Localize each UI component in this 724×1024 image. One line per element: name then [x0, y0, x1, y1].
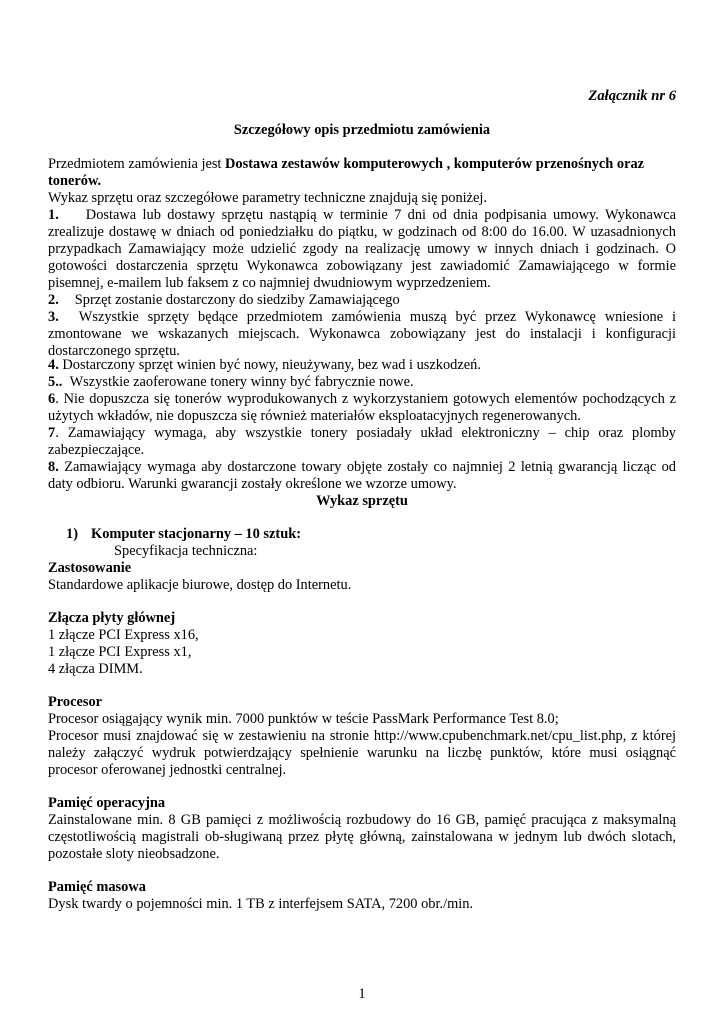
item-4-text: Dostarczony sprzęt winien być nowy, nieużywany, bez wad i uszkodzeń. — [62, 357, 481, 373]
item-6 — [48, 391, 676, 425]
item-5 — [48, 374, 676, 391]
document-title: Szczegółowy opis przedmiotu zamówienia — [233, 122, 491, 138]
masowa-heading: Pamięć masowa — [48, 879, 146, 895]
equipment-heading: Wykaz sprzętu — [316, 493, 408, 509]
procesor-heading: Procesor — [48, 694, 103, 710]
spec-label: Specyfikacja techniczna: — [114, 543, 258, 559]
item-4-number: 4. — [48, 357, 59, 373]
page-number: 1 — [358, 986, 366, 1002]
item-1-text: Dostawa lub dostawy sprzętu nastąpią w terminie 7 dni od dnia podpisania umowy. Wykonawca zrealizuje dostawę w dniach od poniedziałku do piątku, w godzinach od 8:00 do 16.00. W uzasadnionych przypadkach Zamawiający może udzielić zgody na realizację umowy w innych dniach i godzinach. O gotowości dostarczenia sprzętu Wykonawca zobowiązany jest zawiadomić Zamawiającego w formie pisemnej, e-mailem lub faksem z co najmniej dwudniowym wyprzedzeniem. — [48, 207, 676, 291]
item-2 — [48, 292, 676, 309]
item-4 — [48, 357, 676, 374]
attachment-label: Załącznik nr 6 — [588, 88, 676, 104]
item-5-text: Wszystkie zaoferowane tonery winny być fabrycznie nowe. — [69, 374, 414, 390]
item-3 — [48, 309, 676, 360]
item-1-number: 1. — [48, 207, 59, 223]
masowa-text: Dysk twardy o pojemności min. 1 TB z interfejsem SATA, 7200 obr./min. — [48, 896, 474, 912]
zastosowanie-heading: Zastosowanie — [48, 560, 132, 576]
intro-paragraph — [48, 156, 676, 190]
intro-prefix: Przedmiotem zamówienia jest — [48, 156, 226, 172]
zlacza-line-2: 1 złącze PCI Express x1, — [48, 644, 192, 660]
zlacza-line-3: 4 złącza DIMM. — [48, 661, 143, 677]
item-5-number: 5.. — [48, 374, 63, 390]
procesor-text: Procesor musi znajdować się w zestawieniu na stronie http://www.cpubenchmark.net/cpu_list.php, z której należy załączyć wydruk potwierdzający spełnienie warunku na liczbę punktów, które musi osiągnąć procesor oferowanej jednostki centralnej. — [48, 728, 676, 778]
intro-line2: Wykaz sprzętu oraz szczegółowe parametry techniczne znajdują się poniżej. — [48, 190, 488, 206]
zlacza-heading: Złącza płyty głównej — [48, 610, 176, 626]
item-6-text: . Nie dopuszcza się tonerów wyprodukowanych z wykorzystaniem gotowych elementów pochodzących z użytych wkładów, nie dopuszcza się również materiałów eksploatacyjnych regenerowanych. — [48, 391, 676, 424]
item-3-number: 3. — [48, 309, 59, 325]
intro-subject: Dostawa zestawów komputerowych , komputerów przenośnych oraz tonerów. — [48, 156, 645, 189]
item-3-text: Wszystkie sprzęty będące przedmiotem zamówienia muszą być przez Wykonawcę wniesione i zmontowane we wskazanych miejscach. Wykonawca zobowiązany jest do instalacji i konfiguracji dostarczonego sprzętu. — [48, 309, 676, 359]
zlacza-line-1: 1 złącze PCI Express x16, — [48, 627, 199, 643]
pamiec-text: Zainstalowane min. 8 GB pamięci z możliwością rozbudowy do 16 GB, pamięć pracująca z maksymalną częstotliwością magistrali ob-sługiwaną przez płytę główną, zainstalowana w jednym lub dwóch slotach, pozostałe sloty nieobsadzone. — [48, 812, 676, 862]
item-8-number: 8. — [48, 459, 59, 475]
item-1 — [48, 207, 676, 292]
item-7-text: . Zamawiający wymaga, aby wszystkie tonery posiadały układ elektroniczny – chip oraz plomby zabezpieczające. — [48, 425, 676, 458]
item-8 — [48, 459, 676, 493]
equipment-item-1-title: Komputer stacjonarny – 10 sztuk: — [91, 526, 301, 542]
pamiec-heading: Pamięć operacyjna — [48, 795, 166, 811]
item-7 — [48, 425, 676, 459]
item-2-text: Sprzęt zostanie dostarczony do siedziby Zamawiającego — [74, 292, 400, 308]
equipment-item-1 — [66, 526, 301, 543]
item-6-number: 6 — [48, 391, 56, 407]
item-7-number: 7 — [48, 425, 56, 441]
item-8-text: Zamawiający wymaga aby dostarczone towary objęte zostały co najmniej 2 letnią gwarancją licząc od daty odbioru. Warunki gwarancji zostały określone we wzorze umowy. — [48, 459, 676, 492]
procesor-line-1: Procesor osiągający wynik min. 7000 punktów w teście PassMark Performance Test 8.0; — [48, 711, 559, 727]
zastosowanie-text: Standardowe aplikacje biurowe, dostęp do Internetu. — [48, 577, 352, 593]
equipment-item-1-number: 1) — [66, 526, 78, 542]
item-2-number: 2. — [48, 292, 59, 308]
